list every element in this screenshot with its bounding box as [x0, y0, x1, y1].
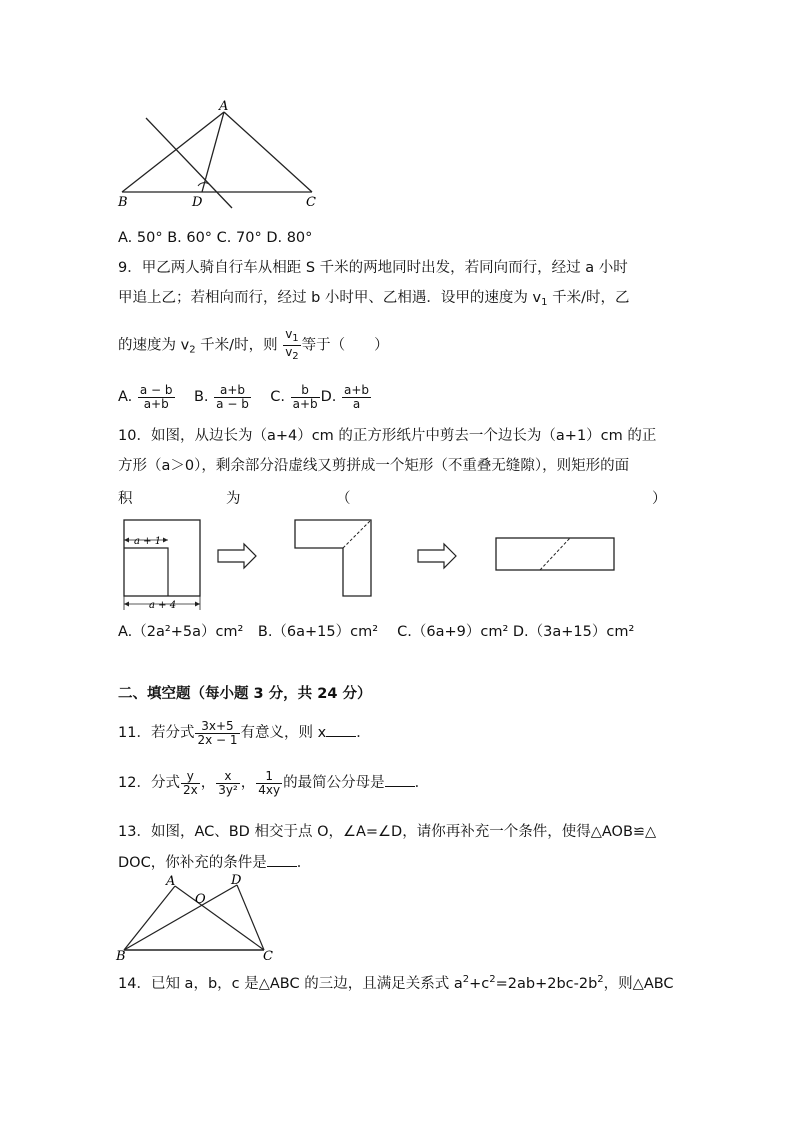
q10-square-cut-figure: [112, 516, 622, 612]
q13-quadrilateral-figure: [112, 872, 284, 964]
q9-ratio-subscript: 2: [292, 351, 299, 362]
q12: [118, 765, 429, 801]
q12-sep-2: ，: [240, 775, 256, 791]
q12-tail: ．: [414, 775, 430, 791]
q12-f2-num: x: [216, 770, 240, 784]
q11-tail: ．: [356, 725, 371, 741]
q9-opt-c-fraction: [291, 384, 320, 411]
q13-label-d: D: [231, 873, 242, 888]
q8-options: A. 50° B. 60° C. 70° D. 80°: [118, 230, 313, 246]
q9-opt-c-den: a+b: [292, 396, 318, 411]
q8-label-a: A: [219, 100, 229, 114]
q11-end: 有意义，则 x: [240, 725, 327, 741]
q9-line2: [118, 288, 630, 313]
q9-opt-b-den: a − b: [216, 396, 249, 411]
q12-f2-den: 3y²: [218, 782, 238, 797]
q9-opt-a-fraction: [138, 384, 175, 411]
q9-opt-a-label: A.: [118, 389, 133, 405]
q9-line3-mid: 千米/时，则: [195, 337, 278, 354]
q10-line1: 10．如图，从边长为（a+4）cm 的正方形纸片中剪去一个边长为（a+1）cm 的正: [118, 428, 657, 444]
q13-line2-text: DOC，你补充的条件是: [118, 855, 267, 871]
q10-arrow-right-icon-1: [218, 544, 256, 568]
q9-ratio-den: $v_2$: [285, 345, 299, 362]
q9-line3: [118, 328, 389, 368]
q9-opt-c-label: C.: [270, 389, 285, 405]
q9-line3-start: 的速度为 v: [118, 337, 190, 354]
q10-line2: 方形（a＞0），剩余部分沿虚线又剪拼成一个矩形（不重叠无缝隙），则矩形的面: [118, 458, 630, 474]
q12-f3-den: 4xy: [258, 782, 281, 797]
q13-answer-blank[interactable]: [267, 852, 297, 867]
q9-ratio-subscript: 1: [292, 333, 299, 344]
q14-sup-1: 2: [462, 974, 470, 985]
q13-label-c: C: [263, 949, 273, 964]
q9-v1-sub: 1: [541, 297, 548, 308]
q9-opt-b-label: B.: [193, 389, 209, 405]
q12-fraction-3: [256, 770, 282, 797]
q9-opt-b-fraction: [214, 384, 251, 411]
q11-answer-blank[interactable]: [326, 722, 356, 737]
q8-triangle-figure: [112, 100, 332, 212]
q10-label-a-plus-1: a + 1: [134, 536, 162, 547]
q14-mid-2: =2ab+2bc-2b: [495, 976, 598, 992]
q10-line3-w2: 为: [226, 491, 241, 507]
q13-line1: 13．如图，AC、BD 相交于点 O，∠A=∠D，请你再补充一个条件，使得△AOB≌△: [118, 824, 657, 840]
q10-options: A.（2a²+5a）cm² B.（6a+15）cm² C.（6a+9）cm² D.（3a+15）cm²: [118, 624, 635, 640]
q11-den: 2x − 1: [197, 732, 238, 747]
q14-end: ，则△ABC: [603, 976, 674, 992]
q14-mid-1: +c: [469, 976, 490, 992]
q9-opt-d-label: D.: [320, 389, 337, 405]
q9-opt-b-num: a+b: [214, 384, 251, 398]
section-2-title: 二、填空题（每小题 3 分，共 24 分）: [118, 686, 372, 702]
q12-f1-den: 2x: [182, 782, 198, 797]
q9-line2-end: 千米/时，乙: [547, 290, 630, 306]
q13-label-o: O: [195, 892, 206, 907]
q8-label-c: C: [306, 195, 316, 210]
q9-v2-sub: 2: [189, 344, 196, 356]
q9-opt-d-num: a+b: [344, 382, 370, 397]
q9-line1: 9．甲乙两人骑自行车从相距 S 千米的两地同时出发，若同向而行，经过 a 小时: [118, 260, 628, 276]
q9-opt-a-den: a+b: [143, 396, 169, 411]
q14-sup-3: 2: [597, 974, 604, 985]
q8-label-d: D: [192, 195, 203, 210]
q13-label-a: A: [166, 874, 176, 889]
q12-f3-num: 1: [256, 770, 282, 784]
q12-fraction-1: [181, 770, 200, 797]
q11-num: 3x+5: [195, 720, 239, 734]
q9-opt-a-num: a − b: [139, 382, 173, 397]
q9-ratio-num: $v_1$: [285, 327, 299, 344]
q8-label-b: B: [118, 195, 128, 210]
q13-label-b: B: [116, 949, 126, 964]
q10-line3-w3: （: [336, 491, 351, 507]
q9-ratio-fraction: [283, 328, 300, 363]
q10-label-a-plus-4: a + 4: [149, 600, 177, 611]
q13-tail: ．: [296, 855, 312, 871]
q9-opt-d-den: a: [352, 396, 361, 411]
q12-end: 的最简公分母是: [283, 775, 385, 791]
q10-line3-w1: 积: [118, 491, 133, 507]
q13-line2: [118, 852, 311, 873]
q12-fraction-2: [216, 770, 240, 797]
q9-options: [118, 380, 372, 414]
q12-answer-blank[interactable]: [385, 772, 415, 787]
q14-sup-2: 2: [489, 974, 496, 985]
q10-arrow-right-icon-2: [418, 544, 456, 568]
q12-f1-num: y: [181, 770, 200, 784]
q9-line3-end: 等于（ ）: [301, 337, 389, 354]
q11-start: 11．若分式: [118, 725, 195, 741]
q9-opt-d-fraction: [342, 384, 371, 411]
q11-fraction: [195, 720, 239, 747]
q9-opt-c-num: b: [291, 384, 320, 398]
q10-line3-w4: ）: [652, 491, 667, 507]
q11: [118, 716, 371, 750]
q14-start: 14．已知 a，b，c 是△ABC 的三边，且满足关系式 a: [118, 976, 463, 992]
q12-sep-1: ，: [200, 775, 216, 791]
q14-line1: [118, 970, 674, 994]
q12-start: 12．分式: [118, 775, 180, 791]
q9-line2-text: 甲追上乙；若相向而行，经过 b 小时甲、乙相遇．设甲的速度为 v: [118, 290, 542, 306]
